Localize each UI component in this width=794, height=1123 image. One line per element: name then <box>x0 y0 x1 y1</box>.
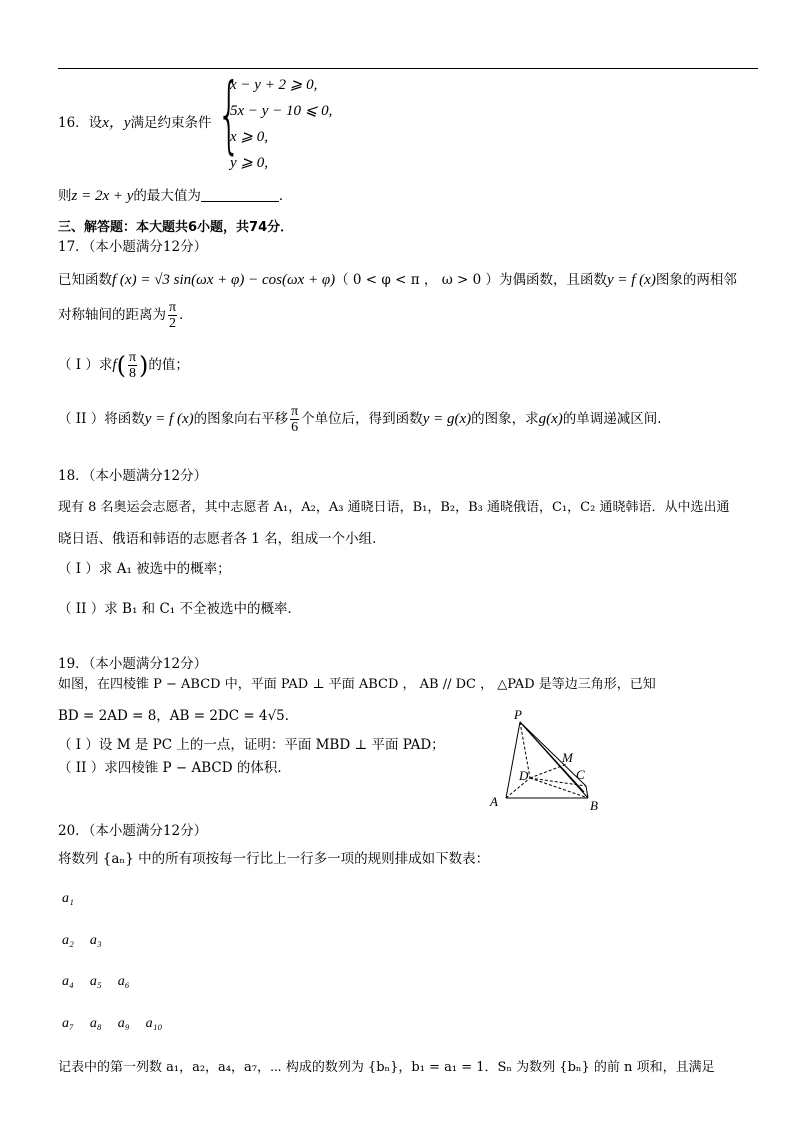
header-rule <box>58 68 758 69</box>
q16-brace: { <box>217 65 242 163</box>
q20-last-line: 记表中的第一列数 a₁，a₂，a₄，a₇，⋯ 构成的数列为 {bₙ}，b₁ = a₁ = 1．Sₙ 为数列 {bₙ} 的前 n 项和，且满足 <box>58 1060 715 1075</box>
label-B: B <box>590 798 598 813</box>
table-row-1: a₁ <box>62 891 74 906</box>
edge-PA <box>506 722 520 798</box>
answer-blank <box>201 189 279 202</box>
table-row-2: a₂ a₃ <box>62 933 102 948</box>
q18-head: 18．（本小题满分12分） <box>58 468 208 484</box>
q20-line1: 将数列 {aₙ} 中的所有项按每一行比上一行多一项的规则排成如下数表： <box>58 851 490 867</box>
label-P: P <box>514 707 522 722</box>
q19-line1: 如图，在四棱锥 P − ABCD 中，平面 PAD ⊥ 平面 ABCD ， AB // DC ， △PAD 是等边三角形，已知 <box>58 677 656 692</box>
q17-part1: （ I ）求f( $\frac{\pi}{8}$ )的值； <box>58 350 189 381</box>
q20-head: 20．（本小题满分12分） <box>58 823 208 839</box>
label-A: A <box>490 794 498 809</box>
q17-head: 17．（本小题满分12分） <box>58 239 208 255</box>
q19-head: 19．（本小题满分12分） <box>58 656 208 672</box>
label-D: D <box>519 768 529 783</box>
q17-line1: 已知函数f (x) = √3 sin(ωx + φ) − cos(ωx + φ)（ 0 < φ < π ， ω > 0 ）为偶函数，且函数y = f (x)图象的两相邻 <box>58 272 737 288</box>
q19-part2: （ II ）求四棱锥 P − ABCD 的体积． <box>58 760 291 776</box>
label-M: M <box>562 750 573 765</box>
section-title: 三、解答题：本大题共6小题，共74分． <box>58 220 294 235</box>
q17-part2: （ II ）将函数y = f (x)的图象向右平移 $\frac{\pi}{6}$ 个单位后，得到函数y = g(x)的图象，求g(x)的单调递减区间． <box>58 404 671 435</box>
q16-stem: 16．设x，y满足约束条件 <box>58 115 212 131</box>
q18-part1: （ I ）求 A₁ 被选中的概率； <box>58 561 231 577</box>
q16-constraints: x − y + 2 ⩾ 0, 5x − y − 10 ⩽ 0, x ⩾ 0, y ⩾ 0, <box>230 77 333 171</box>
q19-line2: BD = 2AD = 8，AB = 2DC = 4√5． <box>58 708 299 724</box>
label-C: C <box>576 767 585 782</box>
q17-line2: 对称轴间的距离为 $\frac{\pi}{2}$ ． <box>58 300 193 331</box>
pyramid-figure <box>484 706 614 818</box>
q16-question: 则z = 2x + y的最大值为 ． <box>58 188 293 204</box>
table-row-3: a₄ a₅ a₆ <box>62 974 130 989</box>
q18-line2: 晓日语、俄语和韩语的志愿者各 1 名，组成一个小组． <box>58 531 386 547</box>
q19-part1: （ I ）设 M 是 PC 上的一点，证明：平面 MBD ⊥ 平面 PAD； <box>58 737 445 753</box>
q18-line1: 现有 8 名奥运会志愿者，其中志愿者 A₁，A₂，A₃ 通晓日语，B₁，B₂，B₃ 通晓俄语，C₁，C₂ 通晓韩语．从中选出通 <box>58 500 730 515</box>
q18-part2: （ II ）求 B₁ 和 C₁ 不全被选中的概率． <box>58 601 301 617</box>
table-row-4: a₇ a₈ a₉ a₁₀ <box>62 1016 163 1031</box>
edge-DM <box>530 764 567 778</box>
